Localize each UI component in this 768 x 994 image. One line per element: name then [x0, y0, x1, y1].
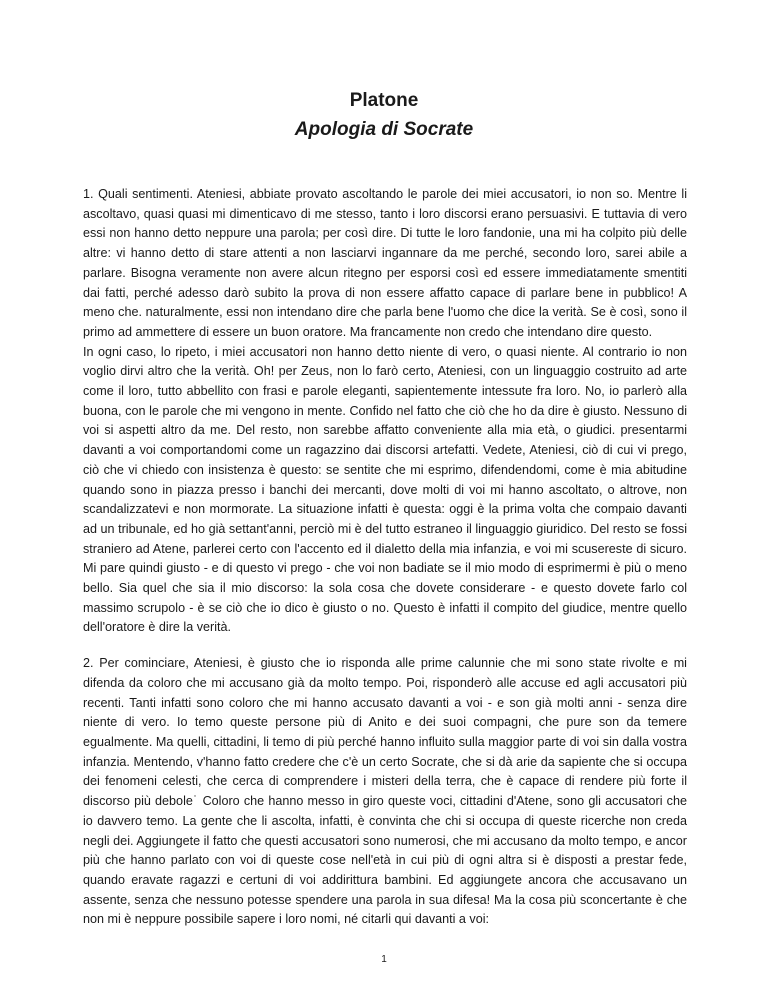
author-heading: Platone: [349, 90, 419, 111]
title-block: [0, 86, 768, 144]
work-title: Apologia di Socrate: [294, 119, 474, 140]
paragraph-3: 2. Per cominciare, Ateniesi, è giusto che io risponda alle prime calunnie che mi sono state rivolte e mi difenda da coloro che mi accusano già da molto tempo. Poi, risponderò alle accuse ed agli accusatori più recenti. Tanti infatti sono coloro che mi hanno accusato davanti a voi - e son già molti anni - senza dire niente di vero. Io temo queste persone più di Anito e dei suoi compagni, che pure son da temere egualmente. Ma quelli, cittadini, li temo di più perché hanno influito sulla maggior parte di voi sin dalla vostra infanzia. Mentendo, v'hanno fatto credere che c'è un certo Socrate, che si dà arie da sapiente che si occupa dei fenomeni celesti, che cerca di comprendere i misteri della terra, che è capace di rendere più forte il discorso più debole˙ Coloro che hanno messo in giro queste voci, cittadini d'Atene, sono gli accusatori che io davvero temo. La gente che li ascolta, infatti, è convinta che chi si occupa di queste ricerche non creda negli dei. Aggiungete il fatto che questi accusatori sono numerosi, che mi accusano da molto tempo, e ancor più che hanno parlato con voi di queste cose nell'età in cui più di ogni altra si è disposti a prestar fede, quando eravate ragazzi e certuni di voi addirittura bambini. Ed aggiungete ancora che accusavano un assente, senza che nessuno potesse spendere una parola in sua difesa! Ma la cosa più sconcertante è che non mi è neppure possibile sapere i loro nomi, né citarli qui davanti a voi:: [83, 656, 687, 927]
paragraph-1: 1. Quali sentimenti. Ateniesi, abbiate provato ascoltando le parole dei miei accusatori, io non so. Mentre li ascoltavo, quasi quasi mi dimenticavo di me stesso, tanto i loro discorsi erano persuasivi. E tuttavia di vero essi non hanno detto neppure una parola; per così dire. Di tutte le loro fandonie, una mi ha colpito più delle altre: vi hanno detto di stare attenti a non lasciarvi ingannare da me perché, secondo loro, sarei abile a parlare. Bisogna veramente non avere alcun ritegno per esporsi così ed essere immediatamente smentiti dai fatti, perché adesso darò subito la prova di non essere affatto capace di parlare bene in pubblico! A meno che. naturalmente, essi non intendano dire che parla bene l'uomo che dice la verità. Se è così, sono il primo ad ammettere di essere un buon oratore. Ma francamente non credo che intendano dire questo.: [83, 187, 687, 339]
page-number: 1: [381, 954, 387, 965]
paragraph-2: In ogni caso, lo ripeto, i miei accusatori non hanno detto niente di vero, o quasi niente. Al contrario io non voglio dirvi altro che la verità. Oh! per Zeus, non lo farò certo, Ateniesi, con un linguaggio costruito ad arte come il loro, tutto abbellito con frasi e parole eleganti, sapientemente intessute fra loro. No, io parlerò alla buona, con le parole che mi vengono in mente. Confido nel fatto che ciò che ho da dire è giusto. Nessuno di voi si aspetti altro da me. Del resto, non sarebbe affatto conveniente alla mia età, o giudici. presentarmi davanti a voi comportandomi come un ragazzino dai discorsi artefatti. Vedete, Ateniesi, ciò di cui vi prego, ciò che vi chiedo con insistenza è questo: se sentite che mi esprimo, difendendomi, come è mia abitudine quando sono in piazza presso i banchi dei mercanti, dove molti di voi mi hanno ascoltato, o altrove, non scandalizzatevi e non mormorate. La situazione infatti è questa: oggi è la prima volta che compaio davanti ad un tribunale, ed ho già settant'anni, perciò mi è del tutto estraneo il linguaggio giuridico. Del resto se fossi straniero ad Atene, parlerei certo con l'accento ed il dialetto della mia infanzia, e voi mi scusereste di sicuro. Mi pare quindi giusto - e di questo vi prego - che voi non badiate se il mio modo di esprimermi è più o meno bello. Sia quel che sia il mio discorso: la sola cosa che dovete considerare - e questo dovete farlo col massimo scrupolo - è se ciò che io dico è giusto o no. Questo è infatti il compito del giudice, mentre quello dell'oratore è dire la verità.: [83, 344, 687, 635]
body-text: [83, 185, 687, 930]
section-gap: [83, 638, 687, 654]
